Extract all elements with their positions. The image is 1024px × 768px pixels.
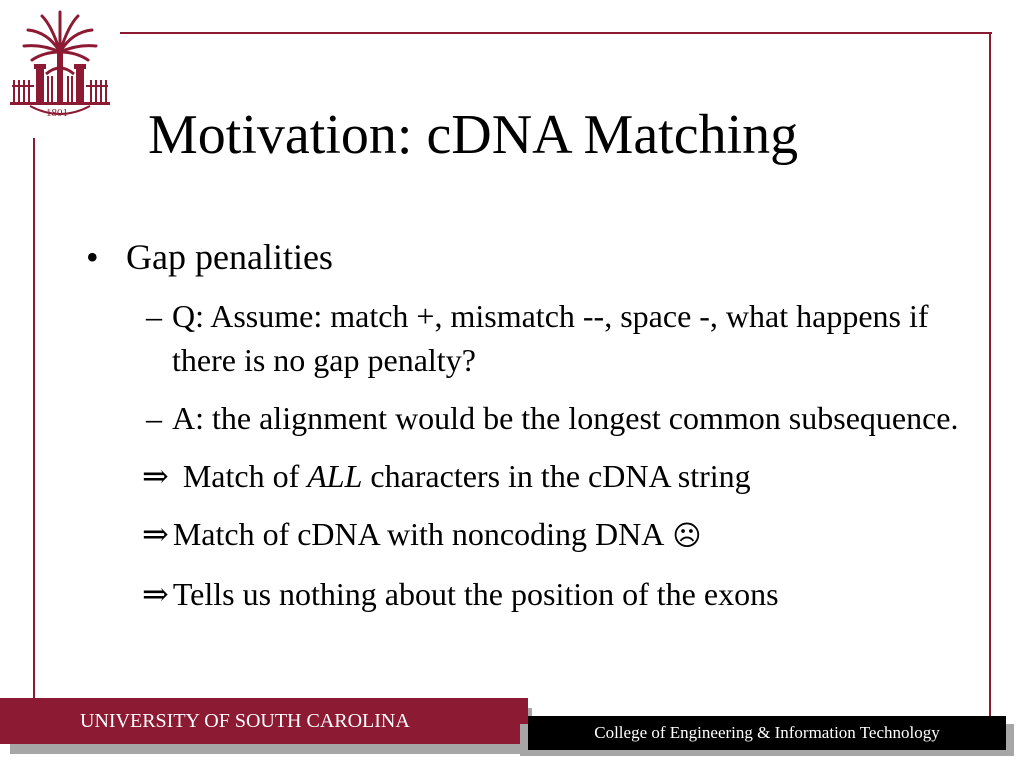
implication-emphasis: ALL bbox=[307, 458, 363, 494]
university-banner: UNIVERSITY OF SOUTH CAROLINA bbox=[0, 698, 528, 744]
implies-arrow-icon: ⇒ bbox=[142, 576, 169, 612]
implication-item bbox=[86, 572, 966, 616]
frame-right-line bbox=[989, 32, 991, 722]
college-banner: College of Engineering & Information Technology bbox=[528, 716, 1006, 750]
dash-marker: – bbox=[146, 298, 162, 334]
frame-left-line bbox=[33, 138, 35, 700]
implication-text: Match of cDNA with noncoding DNA bbox=[172, 516, 665, 552]
sub-item-question bbox=[86, 294, 966, 382]
frown-face-icon: ☹ bbox=[672, 519, 702, 552]
implication-item bbox=[86, 512, 966, 558]
dash-marker: – bbox=[146, 400, 162, 436]
sub-item-text: Q: Assume: match +, mismatch --, space -, what happens if there is no gap penalty? bbox=[172, 298, 929, 378]
implies-arrow-icon: ⇒ bbox=[142, 516, 169, 552]
sub-item-text: A: the alignment would be the longest common subsequence. bbox=[172, 400, 959, 436]
sub-item-answer bbox=[86, 396, 966, 440]
bullet-marker: • bbox=[86, 237, 99, 277]
bullet-text: Gap penalities bbox=[126, 237, 333, 277]
bullet-item bbox=[86, 234, 966, 280]
implies-arrow-icon: ⇒ bbox=[142, 458, 169, 494]
logo-year: 1801 bbox=[46, 107, 68, 119]
frame-top-line bbox=[120, 32, 992, 34]
implication-text-after: characters in the cDNA string bbox=[362, 458, 751, 494]
university-logo bbox=[8, 10, 112, 124]
implication-text-before: Match of bbox=[182, 458, 308, 494]
implication-text: Tells us nothing about the position of the exons bbox=[172, 576, 779, 612]
implication-item bbox=[86, 454, 966, 498]
slide-content bbox=[86, 234, 966, 616]
slide-title: Motivation: cDNA Matching bbox=[148, 104, 799, 166]
